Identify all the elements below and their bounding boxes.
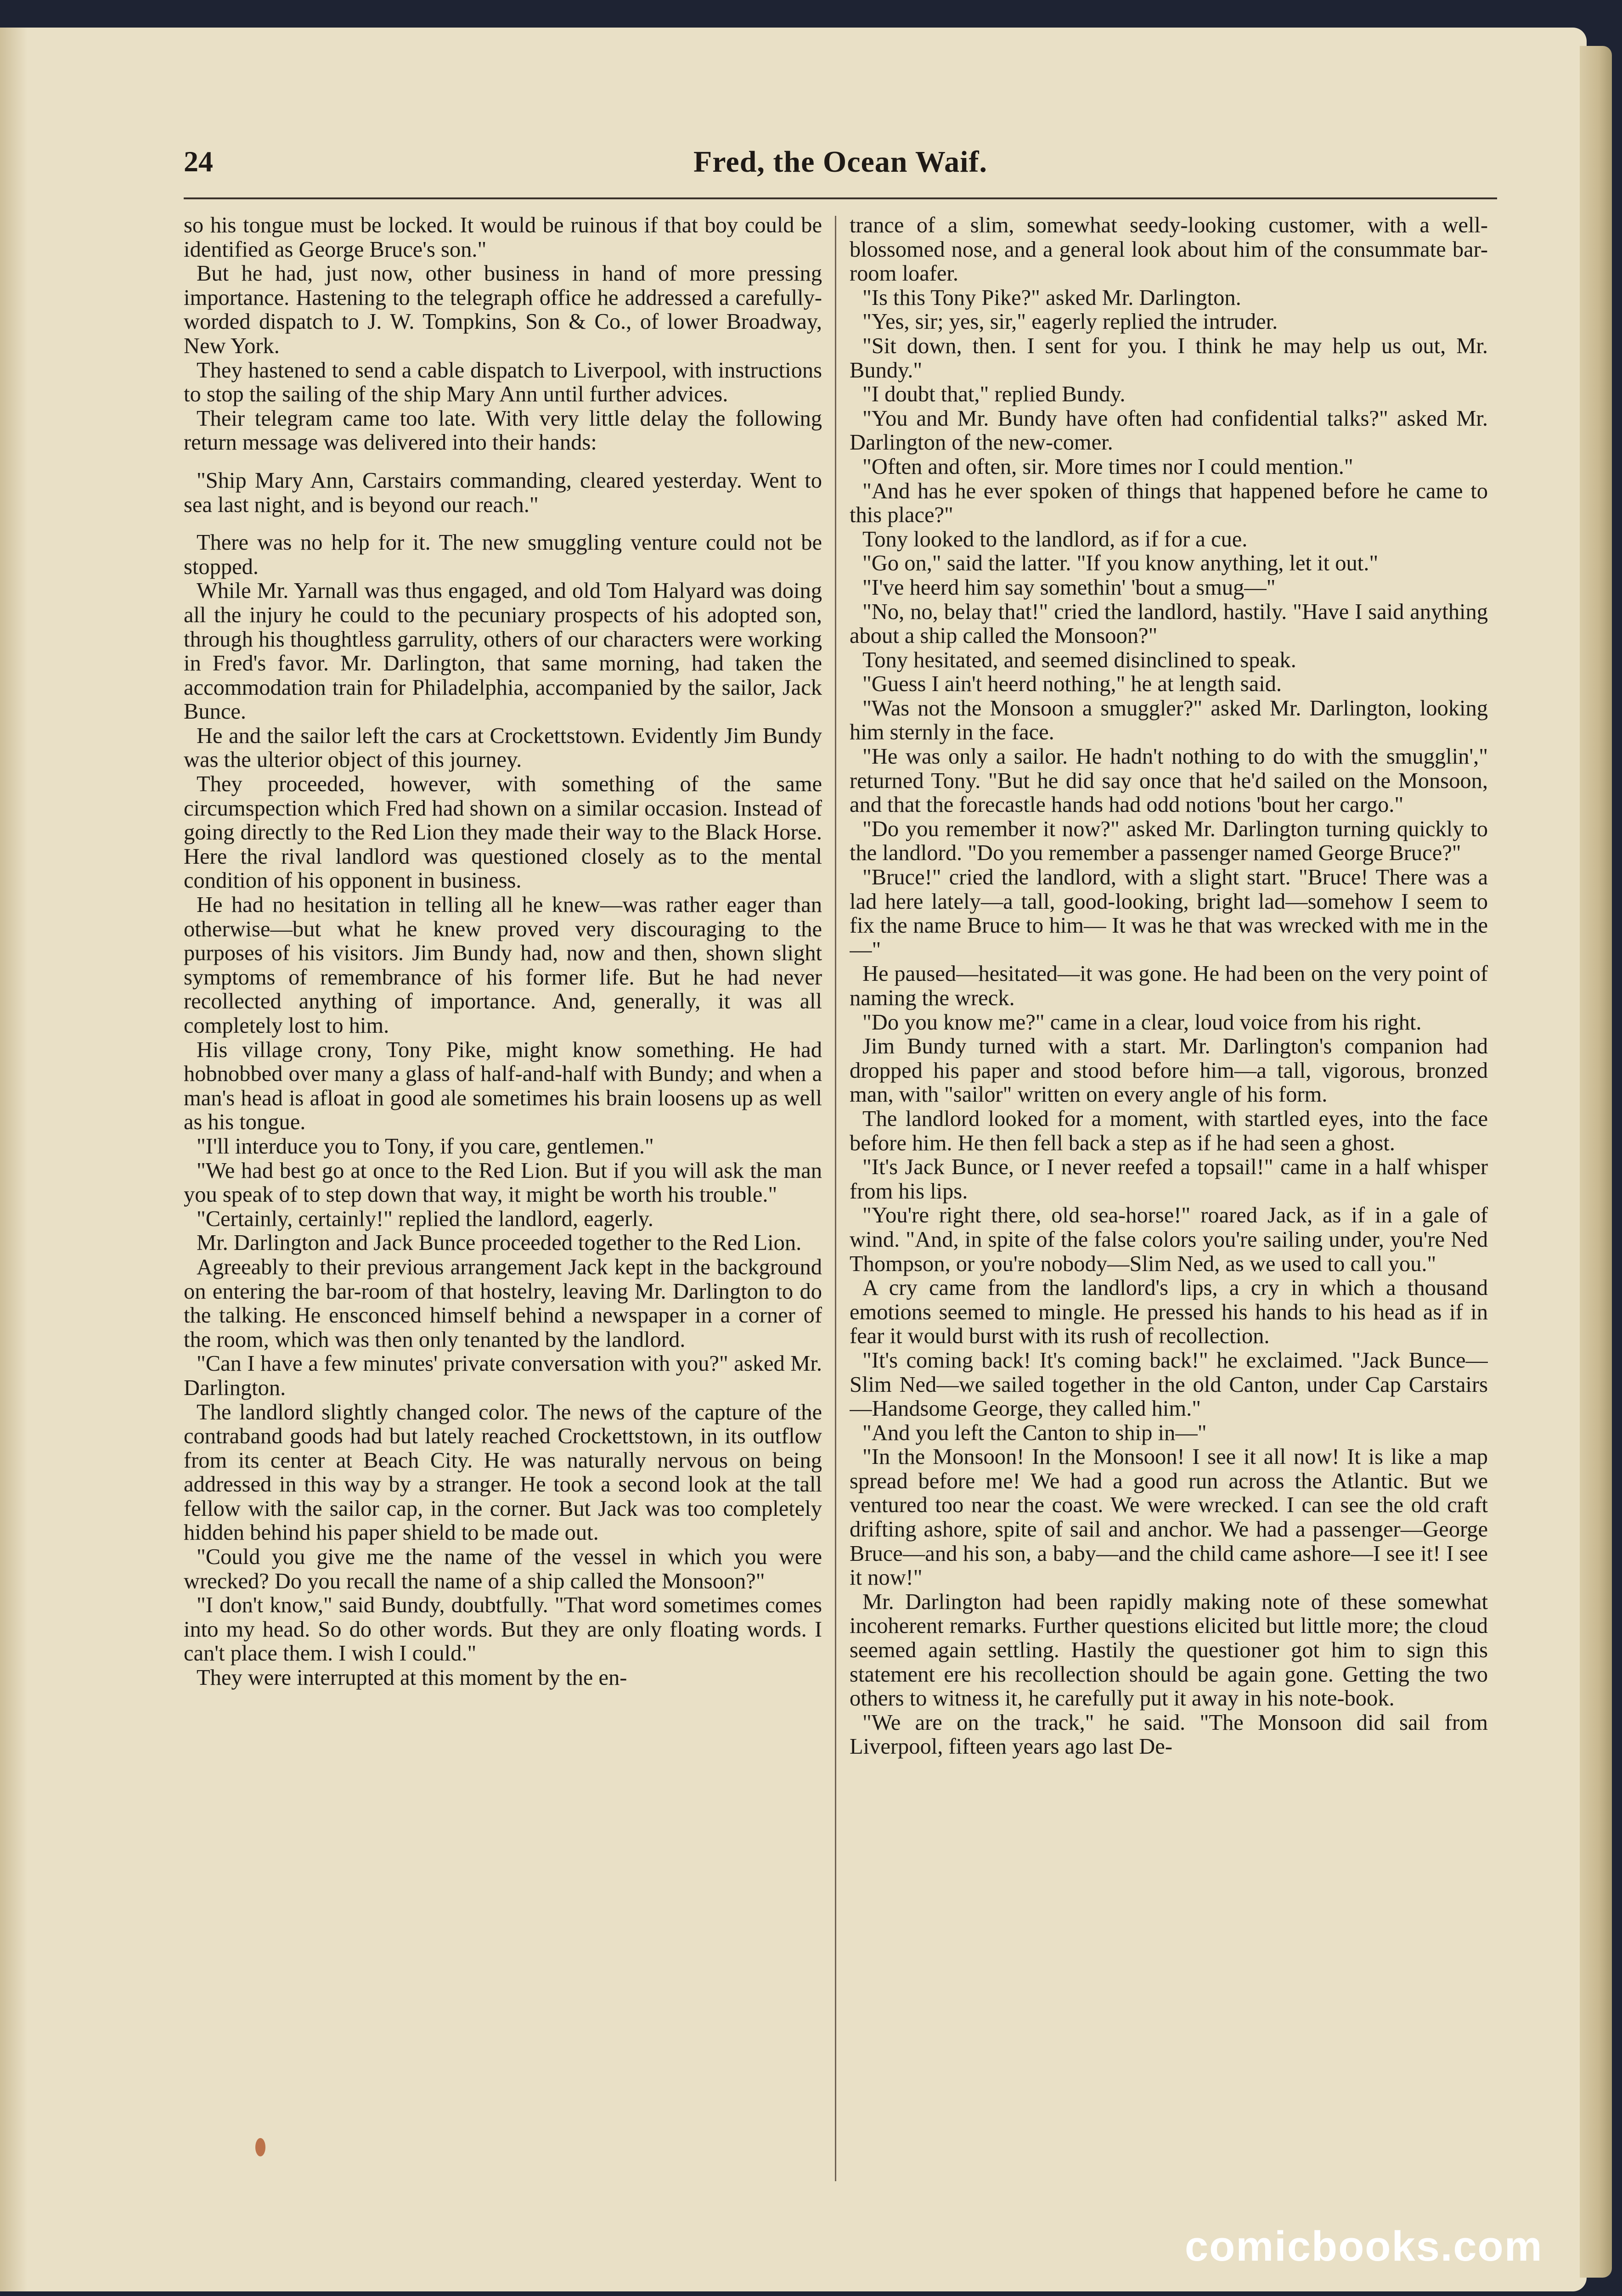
paragraph: They proceeded, however, with something of the same circumspection which Fred had shown on a similar occasion. Instead of going directly to the Red Lion they made their way to the Black Horse. Here the rival landlord was questioned closely as to the mental condition of his opponent in business.	[184, 772, 822, 893]
page-number: 24	[184, 145, 213, 178]
paragraph: "Go on," said the latter. "If you know anything, let it out."	[862, 551, 1379, 576]
paragraph: A cry came from the landlord's lips, a cry in which a thousand emotions seemed to mingle. He pressed his hands to his head as if in fear it would burst with its rush of recollection.	[850, 1276, 1488, 1349]
paragraph: "He was only a sailor. He hadn't nothing to do with the smugglin'," returned Tony. "But he did say once that he'd sailed on the Monsoon, and that the forecastle hands had odd notions 'bout her cargo."	[850, 744, 1488, 817]
text-column-left	[184, 214, 822, 2183]
paragraph: But he had, just now, other business in hand of more pressing importance. Hastening to the telegraph office he addressed a carefully-worded dispatch to J. W. Tompkins, Son & Co., of lower Broadway, New York.	[184, 261, 822, 358]
paragraph: "I doubt that," replied Bundy.	[862, 382, 1126, 407]
paragraph: They were interrupted at this moment by the en-	[197, 1666, 627, 1690]
paragraph: "Yes, sir; yes, sir," eagerly replied the intruder.	[862, 310, 1278, 334]
paragraph: "Could you give me the name of the vessel in which you were wrecked? Do you recall the name of a ship called the Monsoon?"	[184, 1545, 822, 1593]
page-gutter-shadow	[0, 28, 28, 2291]
paragraph: "It's Jack Bunce, or I never reefed a topsail!" came in a half whisper from his lips.	[850, 1155, 1488, 1204]
paragraph: "Guess I ain't heerd nothing," he at length said.	[862, 672, 1282, 697]
ink-stain	[255, 2138, 265, 2156]
paragraph: "No, no, belay that!" cried the landlord, hastily. "Have I said anything about a ship called the Monsoon?"	[850, 599, 1488, 648]
paragraph: Jim Bundy turned with a start. Mr. Darlington's companion had dropped his paper and stood before him—a tall, vigorous, bronzed man, with "sailor" written on every angle of his form.	[850, 1034, 1488, 1107]
paragraph: "Often and often, sir. More times nor I could mention."	[862, 454, 1353, 479]
paragraph: Mr. Darlington and Jack Bunce proceeded together to the Red Lion.	[197, 1231, 802, 1255]
paragraph: He had no hesitation in telling all he knew—was rather eager than otherwise—but what he knew proved very discouraging to the purposes of his visitors. Jim Bundy had, now and then, shown slight symptoms of remembrance of his former life. But he had never recollected anything of importance. And, generally, it was all completely lost to him.	[184, 893, 822, 1038]
paragraph: Mr. Darlington had been rapidly making note of these somewhat incoherent remarks. Further questions elicited but little more; the cloud seemed again settling. Hastily the questioner got him to sign this statement ere his recollection should be again gone. Getting the two others to witness it, he carefully put it away in his note-book.	[850, 1589, 1488, 1711]
paragraph: Tony hesitated, and seemed disinclined to speak.	[862, 647, 1296, 672]
paragraph: The landlord looked for a moment, with startled eyes, into the face before him. He then fell back a step as if he had seen a ghost.	[850, 1106, 1488, 1155]
paragraph: "Sit down, then. I sent for you. I think he may help us out, Mr. Bundy."	[850, 333, 1488, 383]
page-stack-edge	[1580, 46, 1612, 2278]
paragraph: "We are on the track," he said. "The Monsoon did sail from Liverpool, fifteen years ago last De-	[850, 1710, 1488, 1759]
page-header	[184, 145, 1497, 186]
paragraph: "You and Mr. Bundy have often had confidential talks?" asked Mr. Darlington of the new-comer.	[850, 406, 1488, 455]
paragraph: "Certainly, certainly!" replied the landlord, eagerly.	[197, 1206, 653, 1231]
paragraph: "I'll interduce you to Tony, if you care, gentlemen."	[197, 1134, 654, 1159]
paragraph: "Do you know me?" came in a clear, loud voice from his right.	[862, 1010, 1422, 1035]
paragraph: trance of a slim, somewhat seedy-looking customer, with a well-blossomed nose, and a general look about him of the consummate bar-room loafer.	[850, 214, 1488, 286]
header-rule	[184, 197, 1497, 199]
paragraph: "Is this Tony Pike?" asked Mr. Darlington.	[862, 285, 1241, 310]
paragraph: "It's coming back! It's coming back!" he exclaimed. "Jack Bunce—Slim Ned—we sailed together in the old Canton, under Cap Carstairs—Handsome George, they called him."	[850, 1348, 1488, 1421]
paragraph: They hastened to send a cable dispatch to Liverpool, with instructions to stop the sailing of the ship Mary Ann until further advices.	[184, 358, 822, 407]
running-title: Fred, the Ocean Waif.	[693, 145, 987, 179]
paragraph: He paused—hesitated—it was gone. He had been on the very point of naming the wreck.	[850, 962, 1488, 1010]
paragraph: While Mr. Yarnall was thus engaged, and old Tom Halyard was doing all the injury he could to the pecuniary prospects of his adopted son, through his thoughtless garrulity, others of our characters were working in Fred's favor. Mr. Darlington, that same morning, had taken the accommodation train for Philadelphia, accompanied by the sailor, Jack Bunce.	[184, 579, 822, 724]
paragraph: He and the sailor left the cars at Crockettstown. Evidently Jim Bundy was the ulterior object of this journey.	[184, 723, 822, 772]
telegram-quote: "Ship Mary Ann, Carstairs commanding, cleared yesterday. Went to sea last night, and is beyond our reach."	[184, 468, 822, 517]
paragraph: so his tongue must be locked. It would be ruinous if that boy could be identified as George Bruce's son."	[184, 214, 822, 262]
paragraph: "We had best go at once to the Red Lion. But if you will ask the man you speak of to step down that way, it might be worth his trouble."	[184, 1158, 822, 1207]
paragraph: "Can I have a few minutes' private conversation with you?" asked Mr. Darlington.	[184, 1351, 822, 1400]
paragraph: "I don't know," said Bundy, doubtfully. "That word sometimes comes into my head. So do other words. But they are only floating words. I can't place them. I wish I could."	[184, 1593, 822, 1666]
paragraph: "Do you remember it now?" asked Mr. Darlington turning quickly to the landlord. "Do you remember a passenger named George Bruce?"	[850, 816, 1488, 866]
paragraph: "Was not the Monsoon a smuggler?" asked Mr. Darlington, looking him sternly in the face.	[850, 696, 1488, 745]
paragraph: "Bruce!" cried the landlord, with a slight start. "Bruce! There was a lad here lately—a tall, good-looking, bright lad—somehow I seem to fix the name Bruce to him— It was he that was wrecked with me in the—"	[850, 865, 1488, 962]
paragraph: "I've heerd him say somethin' 'bout a smug—"	[862, 575, 1276, 600]
paragraph: There was no help for it. The new smuggling venture could not be stopped.	[184, 530, 822, 579]
paragraph: "You're right there, old sea-horse!" roared Jack, as if in a gale of wind. "And, in spite of the false colors you're sailing under, you're Ned Thompson, or you're nobody—Slim Ned, as we used to call you."	[850, 1203, 1488, 1276]
paragraph: The landlord slightly changed color. The news of the capture of the contraband goods had but lately reached Crockettstown, in its outflow from its center at Beach City. He was naturally nervous on being addressed in this way by a stranger. He took a second look at the tall fellow with the sailor cap, in the corner. But Jack was too completely hidden behind his paper shield to be made out.	[184, 1400, 822, 1545]
paragraph: "And has he ever spoken of things that happened before he came to this place?"	[850, 478, 1488, 528]
site-watermark: comicbooks.com	[1185, 2223, 1543, 2270]
paragraph: Tony looked to the landlord, as if for a cue.	[862, 527, 1248, 551]
text-column-right	[850, 214, 1488, 2183]
paragraph: "In the Monsoon! In the Monsoon! I see it all now! It is like a map spread before me! We had a good run across the Atlantic. But we ventured too near the coast. We were wrecked. I can see the old craft drifting ashore, spite of sail and anchor. We had a passenger—George Bruce—and his son, a baby—and the child came ashore—I see it! I see it now!"	[850, 1445, 1488, 1590]
paragraph: Agreeably to their previous arrangement Jack kept in the background on entering the bar-room of that hostelry, leaving Mr. Darlington to do the talking. He ensconced himself behind a newspaper in a corner of the room, which was then only tenanted by the landlord.	[184, 1255, 822, 1352]
paragraph: "And you left the Canton to ship in—"	[862, 1420, 1207, 1445]
column-divider	[835, 216, 836, 2181]
paragraph: His village crony, Tony Pike, might know something. He had hobnobbed over many a glass of half-and-half with Bundy; and when a man's head is afloat in good ale sometimes his brain loosens up as well as his tongue.	[184, 1037, 822, 1135]
paragraph: Their telegram came too late. With very little delay the following return message was delivered into their hands:	[184, 406, 822, 455]
